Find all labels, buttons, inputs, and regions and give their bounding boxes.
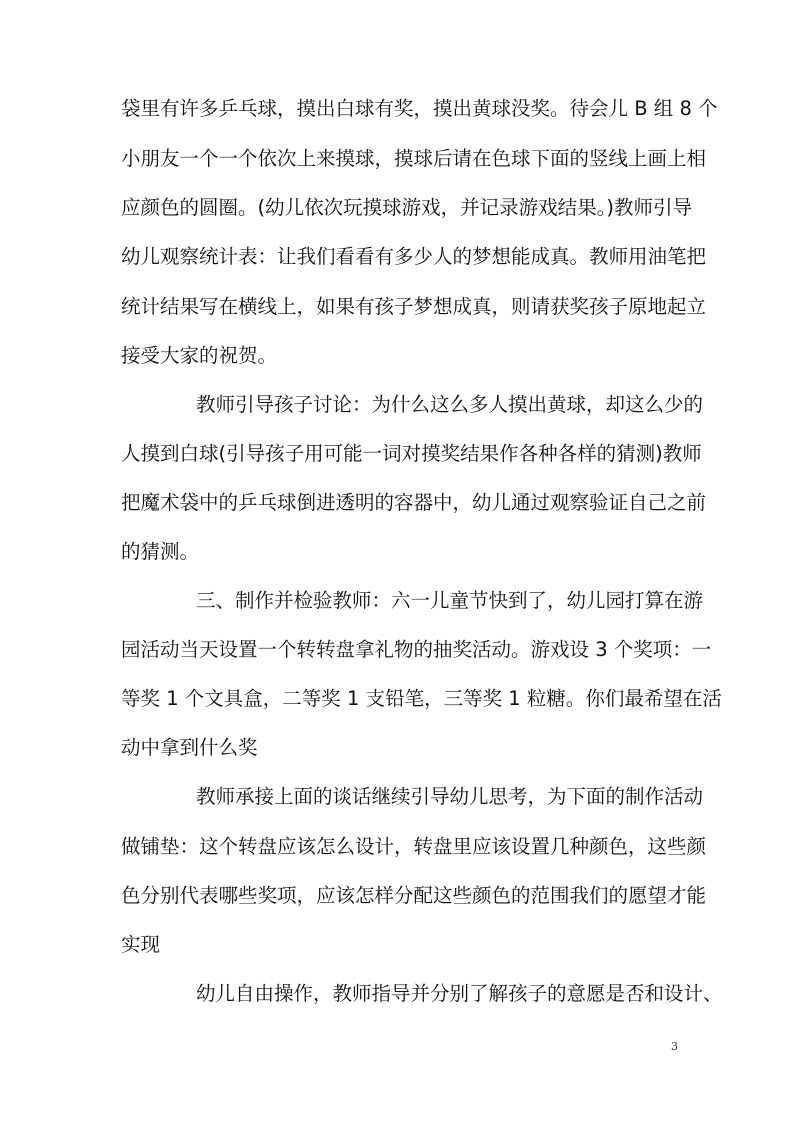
- paragraph-first-line: 幼儿自由操作，教师指导并分别了解孩子的意愿是否和设计、: [196, 982, 723, 1005]
- paragraph-first-line: 教师引导孩子讨论：为什么这么多人摸出黄球，却这么少的: [196, 393, 704, 416]
- paragraph-line: 接受大家的祝贺。: [121, 344, 278, 367]
- page-number: 3: [671, 1040, 678, 1053]
- paragraph-line: 应颜色的圆圈。(幼儿依次玩摸球游戏，并记录游戏结果。)教师引导: [121, 196, 692, 219]
- paragraph-line: 人摸到白球(引导孩子用可能一词对摸奖结果作各种各样的猜测)教师: [121, 442, 702, 465]
- paragraph-line: 等奖 1 个文具盒，二等奖 1 支铅笔，三等奖 1 粒糖。你们最希望在活: [121, 687, 722, 710]
- paragraph-line: 把魔术袋中的乒乓球倒进透明的容器中，幼儿通过观察验证自己之前: [121, 491, 707, 514]
- paragraph-first-line: 教师承接上面的谈话继续引导幼儿思考，为下面的制作活动: [196, 785, 704, 808]
- paragraph-line: 袋里有许多乒乓球，摸出白球有奖，摸出黄球没奖。待会儿 B 组 8 个: [121, 97, 718, 120]
- paragraph-line: 色分别代表哪些奖项，应该怎样分配这些颜色的范围我们的愿望才能: [121, 884, 707, 907]
- section-heading-line: 三、制作并检验教师：六一儿童节快到了，幼儿园打算在游: [196, 589, 704, 612]
- paragraph-line: 实现: [121, 933, 161, 956]
- paragraph-line: 做铺垫：这个转盘应该怎么设计，转盘里应该设置几种颜色，这些颜: [121, 835, 707, 858]
- paragraph-line: 动中拿到什么奖: [121, 736, 258, 759]
- paragraph-line: 的猜测。: [121, 540, 200, 563]
- paragraph-line: 统计结果写在横线上，如果有孩子梦想成真，则请获奖孩子原地起立: [121, 295, 707, 318]
- paragraph-line: 幼儿观察统计表：让我们看看有多少人的梦想能成真。教师用油笔把: [121, 245, 707, 268]
- paragraph-line: 小朋友一个一个依次上来摸球，摸球后请在色球下面的竖线上画上相: [121, 147, 707, 170]
- paragraph-line: 园活动当天设置一个转转盘拿礼物的抽奖活动。游戏设 3 个奖项：一: [121, 638, 712, 661]
